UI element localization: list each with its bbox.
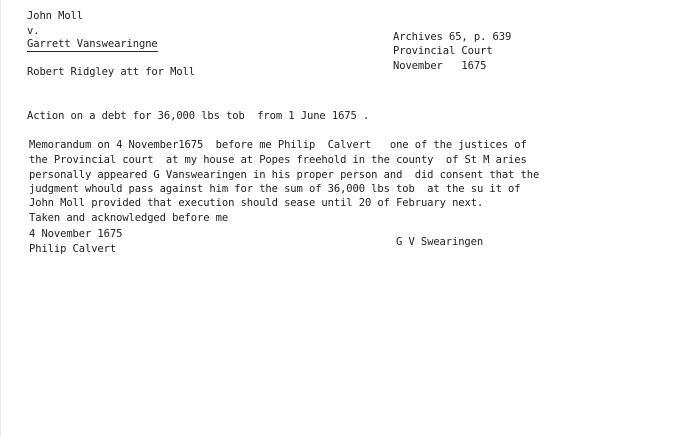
memorandum-line-1: Memorandum on 4 November1675 before me Philip Calvert one of the justices of bbox=[29, 139, 527, 151]
plaintiff-name: John Moll bbox=[27, 10, 83, 22]
memorandum-line-2: the Provincial court at my house at Popes freehold in the county of St M aries bbox=[29, 154, 527, 166]
action-line: Action on a debt for 36,000 lbs tob from 1 June 1675 . bbox=[27, 110, 370, 122]
memorandum-line-5: John Moll provided that execution should sease until 20 of February next. bbox=[29, 197, 484, 209]
archives-reference: Archives 65, p. 639 bbox=[393, 31, 512, 43]
card-edge bbox=[0, 0, 1, 437]
memorandum-line-4: judgment whould pass against him for the sum of 36,000 lbs tob at the su it of bbox=[29, 183, 521, 195]
justice-signature: Philip Calvert bbox=[29, 243, 117, 255]
party-signature: G V Swearingen bbox=[396, 236, 484, 248]
memorandum-line-6: Taken and acknowledged before me bbox=[29, 212, 229, 224]
memorandum-line-3: personally appeared G Vanswearingen in his proper person and did consent that the bbox=[29, 169, 540, 181]
versus-label: v. bbox=[27, 25, 40, 37]
signature-date: 4 November 1675 bbox=[29, 228, 123, 240]
court-name: Provincial Court bbox=[393, 45, 493, 57]
attorney-line: Robert Ridgley att for Moll bbox=[27, 66, 195, 78]
defendant-name: Garrett Vanswearingne bbox=[27, 38, 158, 50]
record-date: November 1675 bbox=[393, 60, 487, 72]
